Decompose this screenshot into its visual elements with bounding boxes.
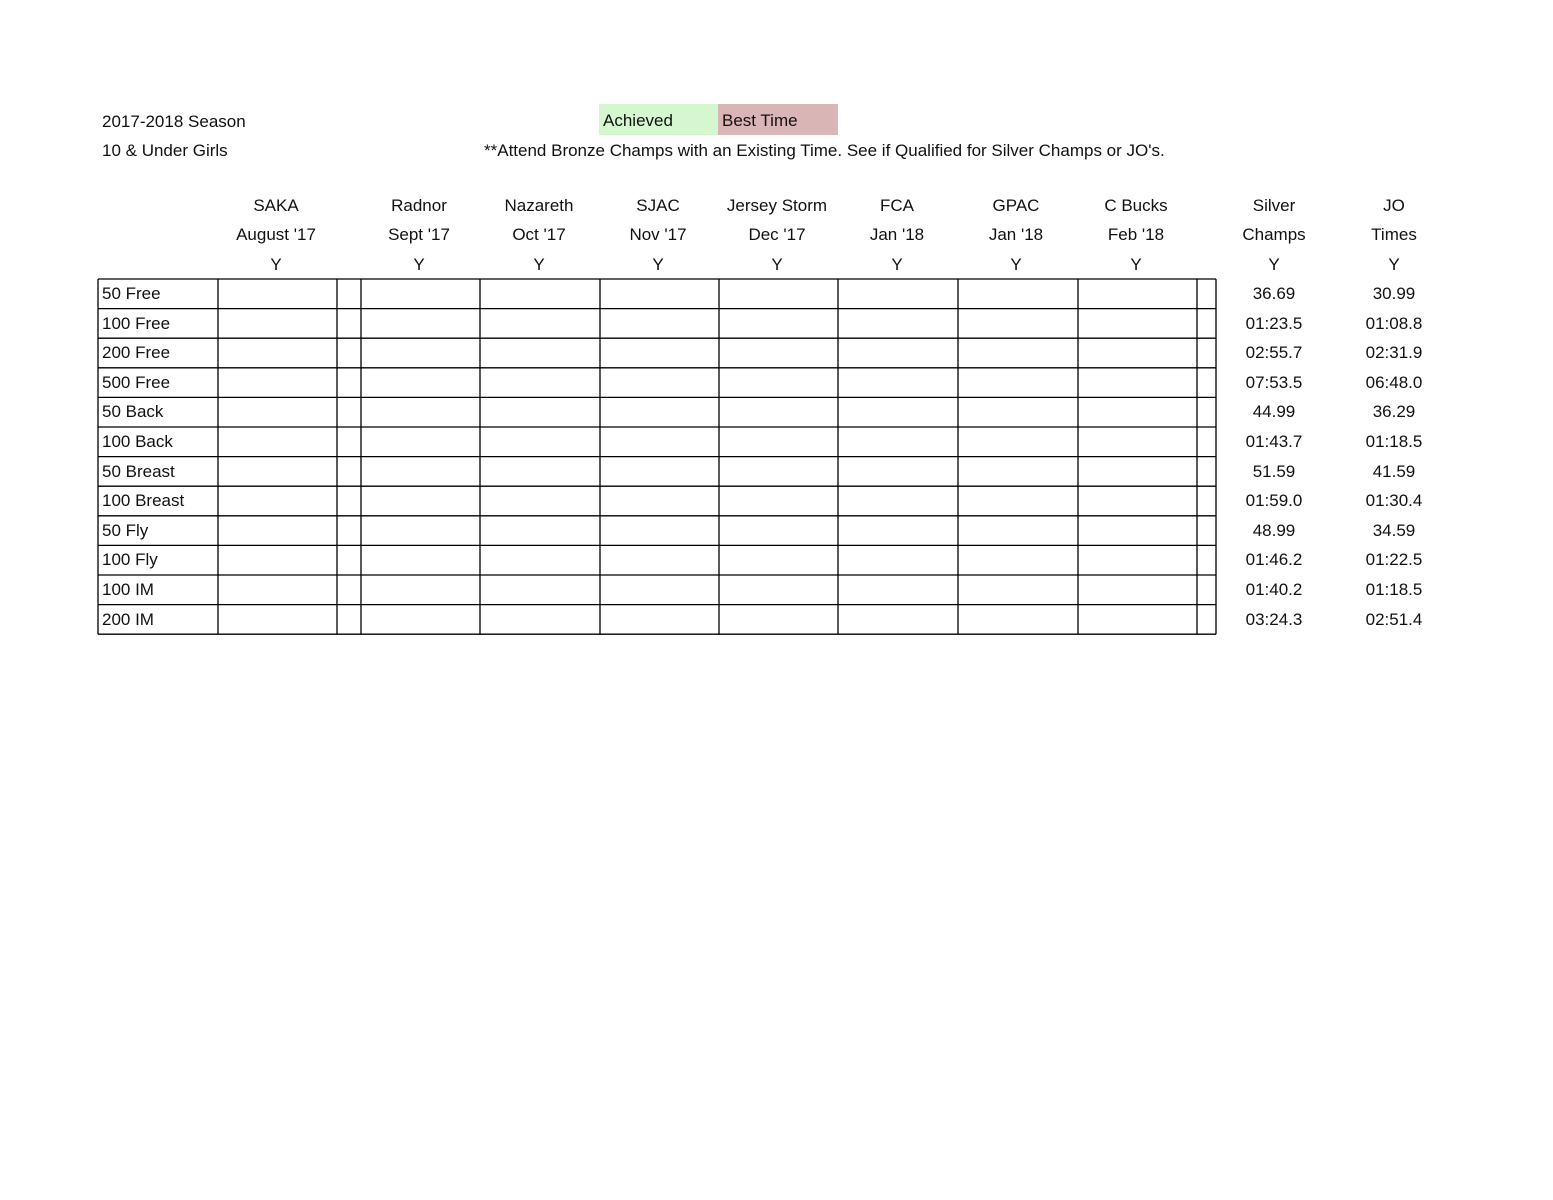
meet-date: August '17 xyxy=(236,225,316,244)
meet-date: Oct '17 xyxy=(512,225,566,244)
division-title: 10 & Under Girls xyxy=(102,141,228,160)
legend-achieved: Achieved xyxy=(599,104,719,135)
silver-champs-time: 01:43.7 xyxy=(1245,432,1303,451)
event-label: 100 Back xyxy=(102,432,173,451)
standard-flag: Y xyxy=(1268,255,1280,274)
event-label: 100 IM xyxy=(102,580,154,599)
meet-date: Jan '18 xyxy=(988,225,1044,244)
meet-date: Nov '17 xyxy=(629,225,687,244)
meet-flag: Y xyxy=(413,255,425,274)
meet-flag: Y xyxy=(270,255,282,274)
legend-best-time: Best Time xyxy=(718,104,838,135)
jo-time: 02:51.4 xyxy=(1365,609,1423,629)
standard-flag: Y xyxy=(1388,255,1400,274)
meet-name: Radnor xyxy=(391,196,447,215)
jo-time: 30.99 xyxy=(1372,284,1416,303)
jo-time: 01:18.5 xyxy=(1365,432,1423,451)
jo-time: 02:31.9 xyxy=(1365,343,1423,363)
silver-champs-time: 07:53.5 xyxy=(1245,372,1303,392)
instruction-note: **Attend Bronze Champs with an Existing Time. See if Qualified for Silver Champs or JO's. xyxy=(484,141,1165,160)
jo-time: 01:30.4 xyxy=(1365,491,1423,511)
meet-date: Dec '17 xyxy=(748,225,806,244)
meet-flag: Y xyxy=(1130,255,1142,274)
standard-name-line2: Times xyxy=(1371,225,1417,244)
silver-champs-time: 36.69 xyxy=(1252,284,1296,303)
jo-time: 06:48.0 xyxy=(1365,372,1423,392)
silver-champs-time: 03:24.3 xyxy=(1245,609,1303,629)
meet-name: C Bucks xyxy=(1104,196,1168,215)
event-label: 200 Free xyxy=(102,343,171,363)
event-label: 100 Free xyxy=(102,313,171,333)
meet-flag: Y xyxy=(771,255,783,274)
meet-flag: Y xyxy=(533,255,545,274)
silver-champs-time: 44.99 xyxy=(1252,402,1296,422)
event-label: 200 IM xyxy=(102,609,154,629)
meet-flag: Y xyxy=(1010,255,1022,274)
season-title: 2017-2018 Season xyxy=(102,112,246,131)
meet-date: Jan '18 xyxy=(869,225,925,244)
standard-name: JO xyxy=(1383,196,1405,215)
standard-name: Silver xyxy=(1252,196,1296,215)
meet-date: Sept '17 xyxy=(388,225,450,244)
meet-flag: Y xyxy=(891,255,903,274)
silver-champs-time: 01:40.2 xyxy=(1245,580,1303,599)
jo-time: 01:18.5 xyxy=(1365,580,1423,599)
meet-name: Nazareth xyxy=(504,196,574,215)
meet-name: FCA xyxy=(880,196,914,215)
event-label: 50 Breast xyxy=(102,461,175,481)
event-label: 50 Free xyxy=(102,284,161,303)
silver-champs-time: 51.59 xyxy=(1252,461,1296,481)
jo-time: 01:22.5 xyxy=(1365,550,1423,570)
meet-name: GPAC xyxy=(992,196,1040,215)
silver-champs-time: 01:59.0 xyxy=(1245,491,1303,511)
meet-flag: Y xyxy=(652,255,664,274)
event-label: 50 Back xyxy=(102,402,164,422)
meet-date: Feb '18 xyxy=(1107,225,1165,244)
jo-time: 34.59 xyxy=(1372,520,1416,540)
jo-time: 01:08.8 xyxy=(1365,313,1423,333)
jo-time: 41.59 xyxy=(1372,461,1416,481)
silver-champs-time: 01:46.2 xyxy=(1245,550,1303,570)
event-label: 100 Fly xyxy=(102,550,158,570)
jo-time: 36.29 xyxy=(1372,402,1416,422)
silver-champs-time: 01:23.5 xyxy=(1245,313,1303,333)
silver-champs-time: 02:55.7 xyxy=(1245,343,1303,363)
silver-champs-time: 48.99 xyxy=(1252,520,1296,540)
meet-name: SAKA xyxy=(253,196,299,215)
event-label: 100 Breast xyxy=(102,491,185,511)
meet-name: Jersey Storm xyxy=(726,196,828,215)
meet-name: SJAC xyxy=(636,196,680,215)
event-label: 50 Fly xyxy=(102,520,149,540)
standard-name-line2: Champs xyxy=(1242,225,1306,244)
event-label: 500 Free xyxy=(102,372,171,392)
